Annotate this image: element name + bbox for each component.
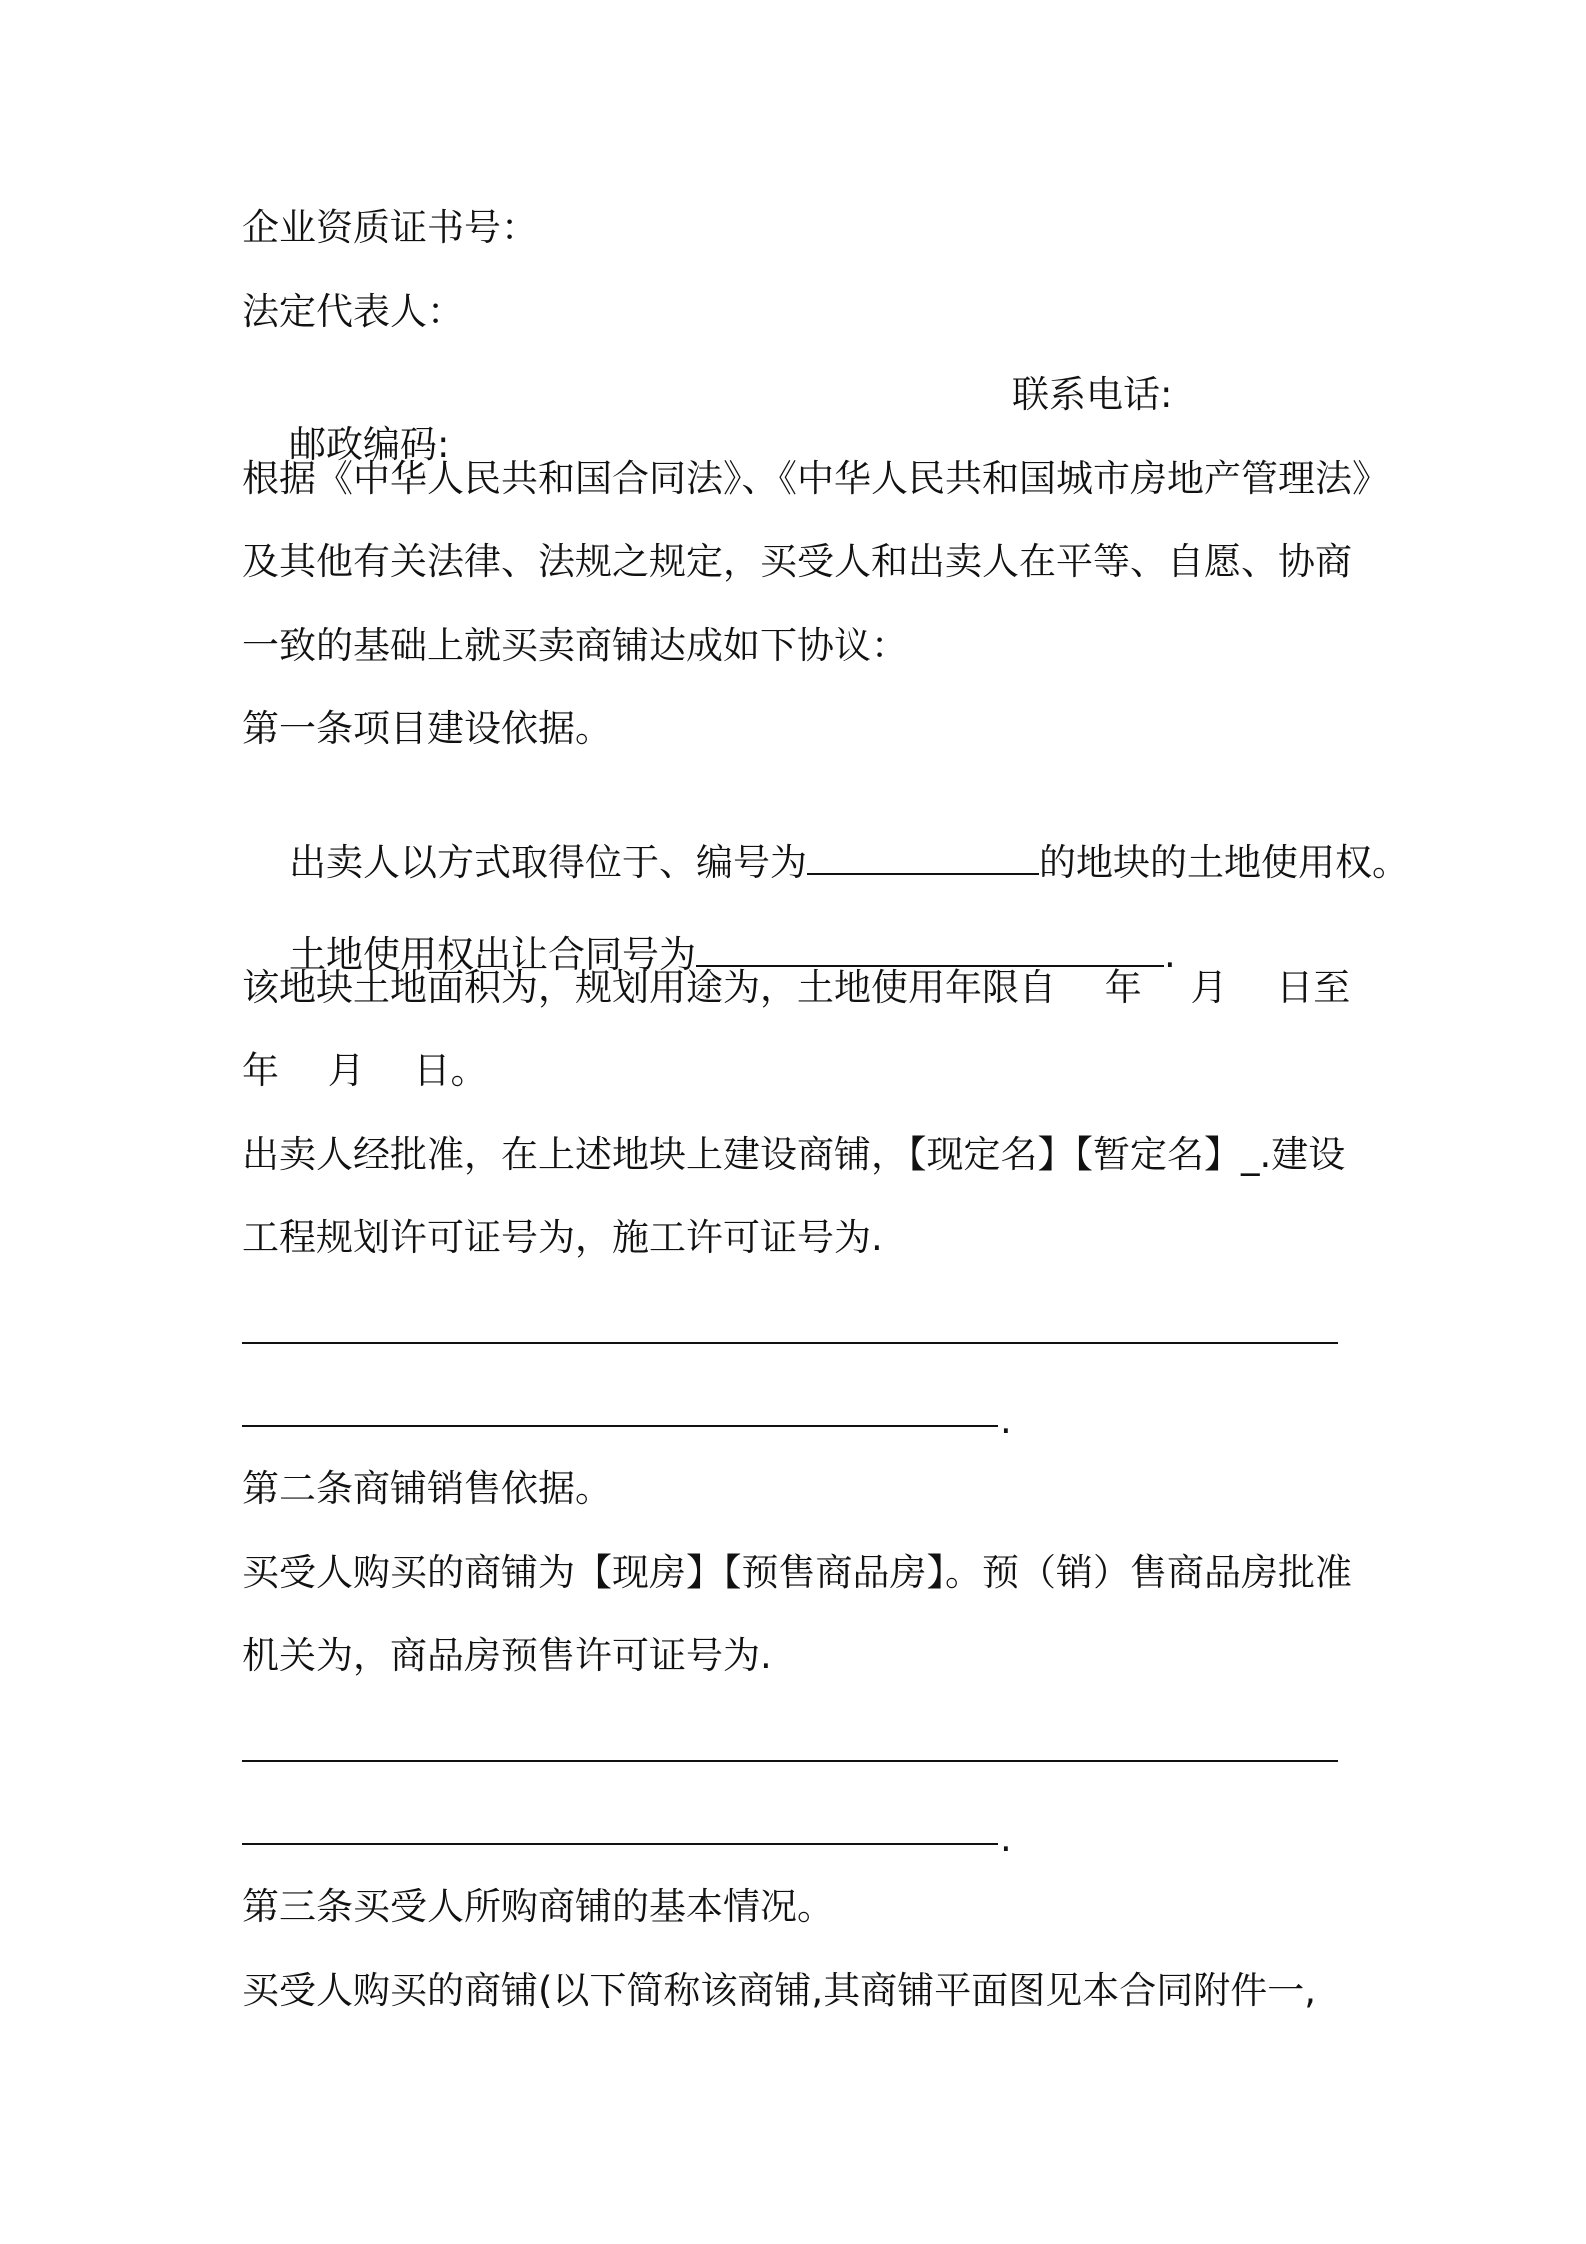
sale-type-line: 买受人购买的商铺为【现房】【预售商品房】。预（销）售商品房批准 — [242, 1551, 1352, 1594]
permit-line: 工程规划许可证号为，施工许可证号为. — [242, 1216, 883, 1259]
postal-phone-line — [242, 370, 1362, 466]
preamble-line-3: 一致的基础上就买卖商铺达成如下协议： — [242, 624, 908, 667]
blank-line-1 — [242, 1342, 1338, 1344]
blank-line-4 — [242, 1843, 998, 1845]
transfer-contract-text: 土地使用权出让合同号为 — [289, 933, 697, 976]
legal-representative-line: 法定代表人： — [242, 290, 464, 333]
transfer-contract-end: . — [1164, 933, 1176, 976]
article-2-heading: 第二条商铺销售依据。 — [242, 1467, 612, 1510]
construction-approval-line: 出卖人经批准，在上述地块上建设商铺，【现定名】【暂定名】_.建设 — [242, 1133, 1346, 1176]
qualification-cert-line: 企业资质证书号： — [242, 206, 538, 249]
blank-line-3 — [242, 1760, 1338, 1762]
transfer-contract-line — [242, 880, 1362, 976]
land-right-text: 的地块的土地使用权。 — [1039, 841, 1410, 884]
land-term-end-line: 年 月 日。 — [242, 1049, 488, 1092]
presale-permit-line: 机关为，商品房预售许可证号为. — [242, 1634, 772, 1677]
land-acquisition-text: 出卖人以方式取得位于、编号为 — [289, 841, 808, 884]
postal-code-label: 邮政编码: — [289, 423, 450, 466]
blank-line-2-period: . — [1000, 1399, 1012, 1442]
preamble-line-2: 及其他有关法律、法规之规定，买受人和出卖人在平等、自愿、协商 — [242, 540, 1352, 583]
shop-description-line: 买受人购买的商铺(以下简称该商铺,其商铺平面图见本合同附件一, — [242, 1969, 1316, 2012]
phone-label: 联系电话: — [1012, 373, 1173, 416]
article-1-heading: 第一条项目建设依据。 — [242, 707, 612, 750]
parcel-number-blank — [807, 839, 1039, 875]
preamble-line-1: 根据《中华人民共和国合同法》、《中华人民共和国城市房地产管理法》 — [242, 457, 1389, 500]
land-area-line: 该地块土地面积为，规划用途为，土地使用年限自 年 月 日至 — [242, 966, 1351, 1009]
contract-number-blank — [696, 931, 1164, 967]
blank-line-2 — [242, 1425, 998, 1427]
article-3-heading: 第三条买受人所购商铺的基本情况。 — [242, 1885, 834, 1928]
blank-line-4-period: . — [1000, 1817, 1012, 1860]
land-acquisition-line — [242, 788, 1410, 884]
